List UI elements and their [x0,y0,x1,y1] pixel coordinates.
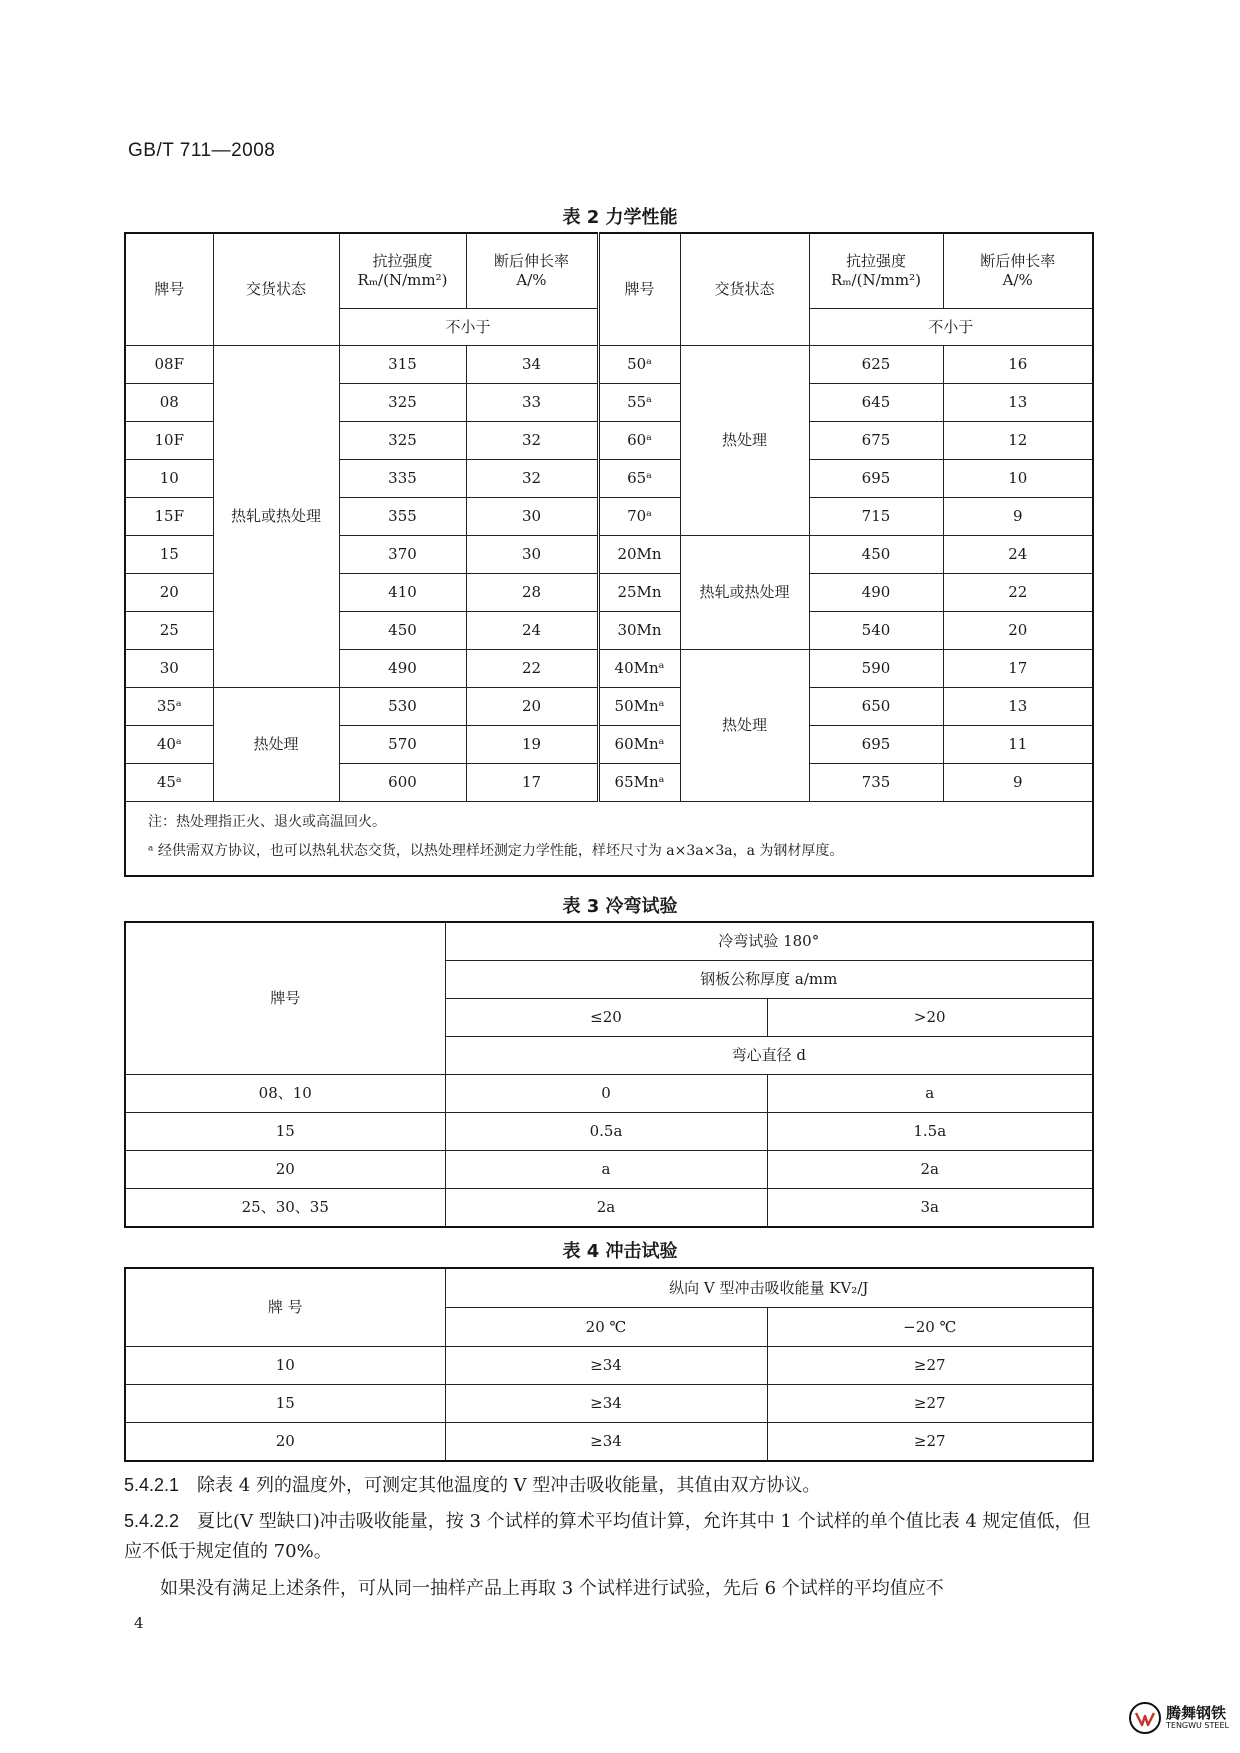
t2-delivery-cell: 热处理 [680,650,809,802]
t4-impact-header: 纵向 V 型冲击吸收能量 KV₂/J [445,1268,1093,1308]
t2-grade-cell: 25 [125,612,213,650]
t2-elongation-cell: 9 [943,498,1093,536]
t2-delivery-cell: 热处理 [680,346,809,536]
t2-elongation-cell: 24 [943,536,1093,574]
t2-tensile-cell: 490 [809,574,943,612]
t3-le20-cell: a [445,1151,767,1189]
t3-le20-cell: 0 [445,1075,767,1113]
table4-caption: 表 4 冲击试验 [562,1241,678,1262]
clause-number: 5.4.2.2 [124,1511,180,1531]
clause-5-4-2-2 [124,1506,1092,1567]
t2-elongation-cell: 19 [466,726,598,764]
t2-tensile-cell: 600 [339,764,466,802]
t2-grade-cell: 60ᵃ [598,422,680,460]
table3-caption: 表 3 冷弯试验 [562,896,678,917]
t2-tensile-cell: 335 [339,460,466,498]
clause-5-4-2-1 [124,1470,1092,1501]
table2-caption: 表 2 力学性能 [562,207,678,228]
t2-delivery-header: 交货状态 [213,233,339,346]
t3-thickness-header: 钢板公称厚度 a/mm [445,961,1093,999]
t4-value-cell: ≥27 [767,1347,1093,1385]
t2-elongation-cell: 9 [943,764,1093,802]
impact-test-table [124,1267,1094,1462]
t2-elongation-cell: 30 [466,498,598,536]
t2-elongation-cell: 20 [943,612,1093,650]
t2-grade-cell: 08 [125,384,213,422]
t2-grade-cell: 45ᵃ [125,764,213,802]
t4-value-cell: ≥34 [445,1347,767,1385]
t2-grade-cell: 65Mnᵃ [598,764,680,802]
t4-value-cell: ≥27 [767,1385,1093,1423]
t3-gt20-cell: 3a [767,1189,1093,1228]
page-number: 4 [134,1614,144,1632]
t3-grade-header: 牌号 [125,922,445,1075]
t3-gt20-cell: 1.5a [767,1113,1093,1151]
t3-grade-cell: 15 [125,1113,445,1151]
t2-grade-cell: 40ᵃ [125,726,213,764]
t2-note-heat-treatment: 注：热处理指正火、退火或高温回火。 [148,814,386,830]
t2-tensile-cell: 570 [339,726,466,764]
t2-elongation-cell: 17 [466,764,598,802]
t2-grade-cell: 65ᵃ [598,460,680,498]
t2-tensile-cell: 645 [809,384,943,422]
t3-bend-header: 冷弯试验 180° [445,922,1093,961]
t2-tensile-cell: 590 [809,650,943,688]
t2-elongation-cell: 22 [466,650,598,688]
t2-tensile-cell: 625 [809,346,943,384]
t2-elongation-cell: 16 [943,346,1093,384]
t2-delivery-header-right: 交货状态 [680,233,809,346]
t2-tensile-cell: 530 [339,688,466,726]
t2-tensile-cell: 450 [339,612,466,650]
t2-tensile-cell: 355 [339,498,466,536]
t2-elongation-cell: 17 [943,650,1093,688]
t2-not-less-than-right: 不小于 [809,309,1093,346]
t2-grade-header-right: 牌号 [598,233,680,346]
t4-grade-header: 牌 号 [125,1268,445,1347]
t2-tensile-cell: 370 [339,536,466,574]
t4-value-cell: ≥34 [445,1385,767,1423]
t2-tensile-cell: 735 [809,764,943,802]
t2-tensile-cell: 325 [339,422,466,460]
t2-grade-cell: 50ᵃ [598,346,680,384]
t2-grade-cell: 60Mnᵃ [598,726,680,764]
standard-code: GB/T 711—2008 [128,140,276,161]
t2-grade-cell: 70ᵃ [598,498,680,536]
t2-tensile-cell: 315 [339,346,466,384]
t3-le20-header: ≤20 [445,999,767,1037]
t2-elongation-header-right: 断后伸长率 A/% [943,233,1093,309]
t2-grade-cell: 30Mn [598,612,680,650]
t4-value-cell: ≥34 [445,1423,767,1462]
t3-gt20-header: >20 [767,999,1093,1037]
t2-grade-cell: 15 [125,536,213,574]
t2-grade-cell: 55ᵃ [598,384,680,422]
t2-elongation-cell: 13 [943,384,1093,422]
t2-tensile-cell: 540 [809,612,943,650]
t2-tensile-cell: 490 [339,650,466,688]
t2-elongation-cell: 24 [466,612,598,650]
t3-le20-cell: 0.5a [445,1113,767,1151]
t2-tensile-cell: 715 [809,498,943,536]
t2-elongation-cell: 10 [943,460,1093,498]
brand-watermark [1128,1699,1232,1739]
brand-subtitle: TENGWU STEEL [1166,1721,1229,1730]
t2-elongation-cell: 20 [466,688,598,726]
t4-grade-cell: 15 [125,1385,445,1423]
t4-grade-cell: 10 [125,1347,445,1385]
brand-logo-icon [1128,1701,1162,1735]
mechanical-properties-table [124,232,1094,877]
t2-tensile-header: 抗拉强度 Rₘ/(N/mm²) [339,233,466,309]
clause-number: 5.4.2.1 [124,1475,180,1495]
t2-grade-cell: 30 [125,650,213,688]
t2-delivery-cell: 热轧或热处理 [680,536,809,650]
t3-grade-cell: 25、30、35 [125,1189,445,1228]
t2-tensile-cell: 675 [809,422,943,460]
t2-grade-cell: 10 [125,460,213,498]
clause-continuation: 如果没有满足上述条件，可从同一抽样产品上再取 3 个试样进行试验，先后 6 个试样的平均值应不 [160,1578,944,1599]
t2-tensile-cell: 450 [809,536,943,574]
t3-mandrel-header: 弯心直径 d [445,1037,1093,1075]
t2-grade-cell: 15F [125,498,213,536]
t2-not-less-than: 不小于 [339,309,598,346]
t2-grade-cell: 20 [125,574,213,612]
t2-elongation-cell: 32 [466,422,598,460]
t2-grade-cell: 25Mn [598,574,680,612]
t2-elongation-cell: 12 [943,422,1093,460]
t2-elongation-cell: 34 [466,346,598,384]
t2-tensile-cell: 325 [339,384,466,422]
t3-le20-cell: 2a [445,1189,767,1228]
t2-elongation-cell: 32 [466,460,598,498]
t4-temp-20-header: 20 ℃ [445,1308,767,1347]
t2-elongation-cell: 33 [466,384,598,422]
t2-notes [125,802,1093,876]
t2-delivery-cell: 热处理 [213,688,339,802]
t2-tensile-cell: 650 [809,688,943,726]
t4-grade-cell: 20 [125,1423,445,1462]
t2-delivery-cell: 热轧或热处理 [213,346,339,688]
t2-tensile-cell: 695 [809,460,943,498]
t2-elongation-header: 断后伸长率 A/% [466,233,598,309]
brand-name: 腾舞钢铁 [1166,1704,1227,1722]
t4-value-cell: ≥27 [767,1423,1093,1462]
t2-grade-cell: 08F [125,346,213,384]
t2-elongation-cell: 28 [466,574,598,612]
t2-tensile-header-right: 抗拉强度 Rₘ/(N/mm²) [809,233,943,309]
t2-grade-cell: 20Mn [598,536,680,574]
t2-elongation-cell: 11 [943,726,1093,764]
t2-grade-cell: 40Mnᵃ [598,650,680,688]
t3-grade-cell: 08、10 [125,1075,445,1113]
t2-grade-header: 牌号 [125,233,213,346]
t2-grade-cell: 10F [125,422,213,460]
t2-tensile-cell: 410 [339,574,466,612]
t2-elongation-cell: 22 [943,574,1093,612]
t2-tensile-cell: 695 [809,726,943,764]
t2-elongation-cell: 30 [466,536,598,574]
clause-text: 夏比(V 型缺口)冲击吸收能量，按 3 个试样的算术平均值计算，允许其中 1 个试样的单个值比表 4 规定值低，但应不低于规定值的 70%。 [124,1511,1091,1562]
t2-grade-cell: 35ᵃ [125,688,213,726]
t3-gt20-cell: 2a [767,1151,1093,1189]
t4-temp-minus20-header: −20 ℃ [767,1308,1093,1347]
cold-bend-test-table [124,921,1094,1228]
t3-gt20-cell: a [767,1075,1093,1113]
t2-grade-cell: 50Mnᵃ [598,688,680,726]
t3-grade-cell: 20 [125,1151,445,1189]
clause-text: 除表 4 列的温度外，可测定其他温度的 V 型冲击吸收能量，其值由双方协议。 [197,1475,821,1496]
t2-elongation-cell: 13 [943,688,1093,726]
t2-footnote-a: ᵃ 经供需双方协议，也可以热轧状态交货，以热处理样坯测定力学性能，样坯尺寸为 a×3a×3a，a 为钢材厚度。 [148,843,844,860]
